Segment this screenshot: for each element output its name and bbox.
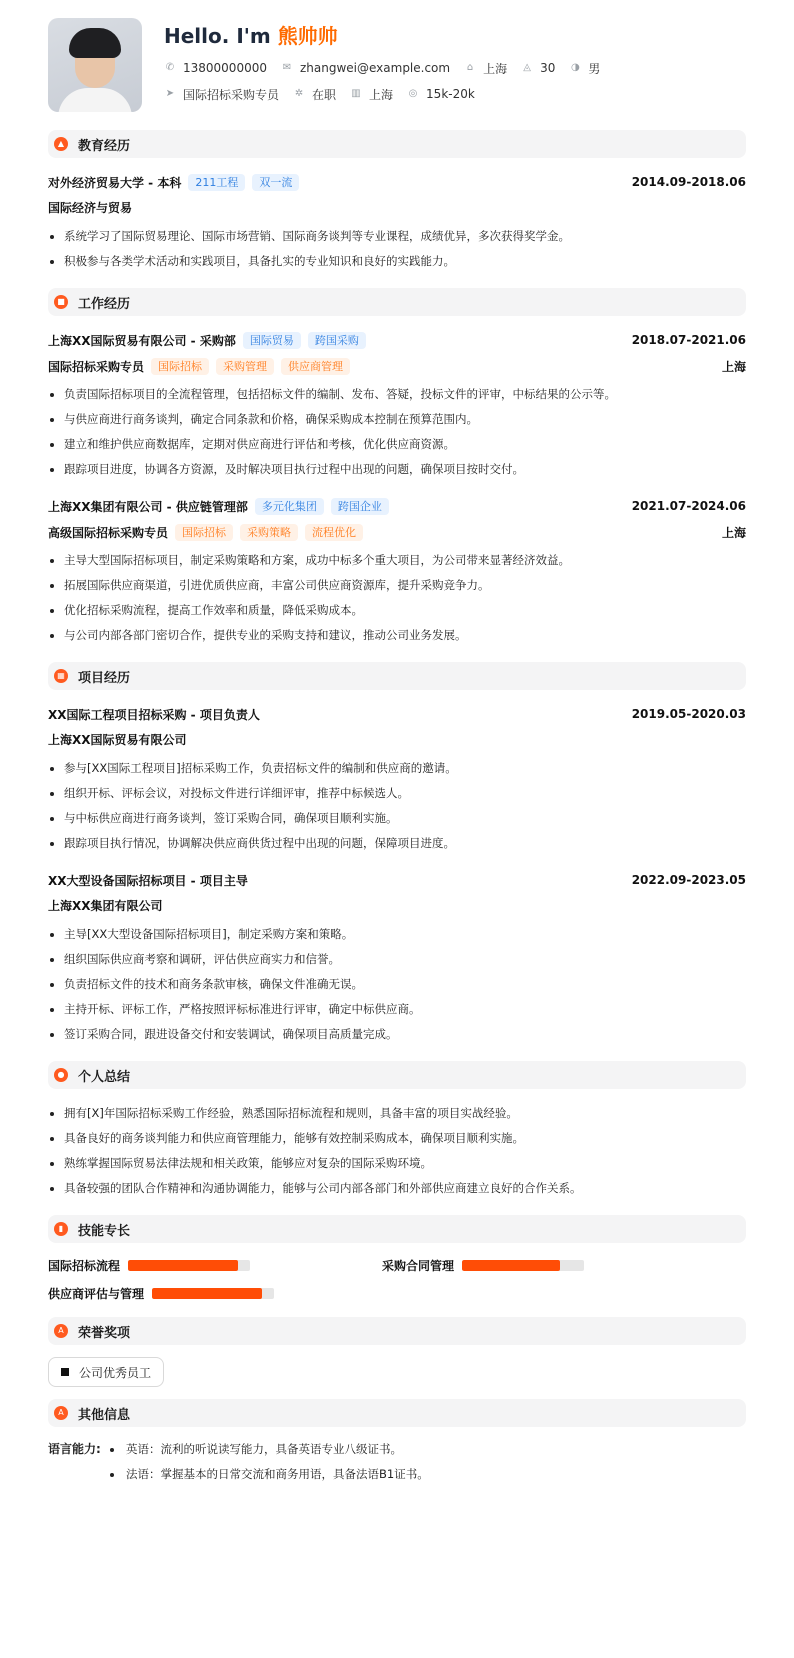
- skill-bar: [128, 1260, 250, 1271]
- education-section-title: [48, 130, 746, 158]
- school-tag: 双一流: [252, 174, 299, 191]
- salary-text: 15k-20k: [426, 87, 475, 101]
- skills-section-title: [48, 1215, 746, 1243]
- coin-icon: ◎: [408, 88, 418, 99]
- role-tag: 国际招标: [151, 358, 209, 375]
- project-date: 2022.09-2023.05: [631, 873, 746, 887]
- skill-name: 采购合同管理: [382, 1258, 455, 1273]
- salary-item: [407, 87, 475, 101]
- section-label: 教育经历: [78, 138, 131, 154]
- graduation-cap-icon: ▲: [54, 137, 68, 151]
- work-date: 2021.07-2024.06: [631, 499, 746, 513]
- target-job-text: 国际招标采购专员: [183, 87, 280, 102]
- square-icon: [61, 1368, 69, 1376]
- list-item: 与中标供应商进行商务谈判，签订采购合同，确保项目顺利实施。: [48, 806, 746, 831]
- phone-text: 13800000000: [183, 61, 267, 75]
- list-item: 建立和维护供应商数据库，定期对供应商进行评估和考核，优化供应商资源。: [48, 432, 746, 457]
- role-name: 高级国际招标采购专员: [48, 525, 169, 540]
- building-icon: ▥: [351, 88, 361, 99]
- role-tag: 采购管理: [216, 358, 274, 375]
- skills-list: [48, 1251, 746, 1307]
- role-tag: 流程优化: [305, 524, 363, 541]
- role-name: 国际招标采购专员: [48, 359, 145, 374]
- job-intent-row: [164, 84, 614, 104]
- skill-item: [48, 1279, 382, 1307]
- list-item: 主持开标、评标工作，严格按照评标标准进行评审，确定中标供应商。: [48, 997, 746, 1022]
- list-item: 熟练掌握国际贸易法律法规和相关政策，能够应对复杂的国际采购环境。: [48, 1151, 746, 1176]
- summary-section-title: [48, 1061, 746, 1089]
- section-label: 技能专长: [78, 1223, 131, 1239]
- award-text: 公司优秀员工: [79, 1365, 152, 1380]
- list-item: 参与[XX国际工程项目]招标采购工作，负责招标文件的编制和供应商的邀请。: [48, 756, 746, 781]
- company-tag: 多元化集团: [255, 498, 324, 515]
- skill-fill: [462, 1260, 560, 1271]
- list-item: 跟踪项目进度，协调各方资源，及时解决项目执行过程中出现的问题，确保项目按时交付。: [48, 457, 746, 482]
- work-entry: [48, 330, 746, 482]
- project-bullets: [48, 756, 746, 856]
- status-icon: ✲: [294, 88, 304, 99]
- work-role-row: [48, 356, 746, 376]
- work-bullets: [48, 382, 746, 482]
- list-item: 系统学习了国际贸易理论、国际市场营销、国际商务谈判等专业课程，成绩优异，多次获得奖学金。: [48, 224, 746, 249]
- avatar-hair: [69, 28, 121, 58]
- list-item: 主导大型国际招标项目，制定采购策略和方案，成功中标多个重大项目，为公司带来显著经济效益。: [48, 548, 746, 573]
- contact-row: [164, 58, 614, 78]
- project-entry: [48, 870, 746, 1047]
- list-item: 与公司内部各部门密切合作，提供专业的采购支持和建议，推动公司业务发展。: [48, 623, 746, 648]
- cake-icon: ◬: [523, 62, 531, 73]
- greeting: [164, 22, 614, 50]
- section-label: 项目经历: [78, 670, 131, 686]
- work-role-left: [48, 524, 363, 541]
- role-tag: 采购策略: [240, 524, 298, 541]
- language-label: 语言能力:: [48, 1442, 101, 1456]
- skill-item: [382, 1251, 716, 1279]
- education-bullets: [48, 224, 746, 274]
- skill-bar: [462, 1260, 584, 1271]
- other-section-title: [48, 1399, 746, 1427]
- project-header-row: [48, 704, 746, 724]
- skill-item: [48, 1251, 382, 1279]
- grid-icon: ▦: [54, 669, 68, 683]
- candidate-name: 熊帅帅: [277, 24, 338, 48]
- projects-section-title: [48, 662, 746, 690]
- project-header-row: [48, 870, 746, 890]
- work-company-row: [48, 330, 746, 350]
- company-tag: 跨国企业: [331, 498, 389, 515]
- list-item: 组织开标、评标会议，对投标文件进行详细评审，推荐中标候选人。: [48, 781, 746, 806]
- avatar-body: [58, 88, 132, 112]
- company-name: 上海XX集团有限公司 - 供应链管理部: [48, 499, 248, 514]
- project-entry: [48, 704, 746, 856]
- project-date: 2019.05-2020.03: [631, 707, 746, 721]
- role-tag: 国际招标: [175, 524, 233, 541]
- status-text: 在职: [312, 87, 337, 102]
- education-date: 2014.09-2018.06: [631, 175, 746, 189]
- project-bullets: [48, 922, 746, 1047]
- section-label: 个人总结: [78, 1069, 131, 1085]
- list-item: 法语：掌握基本的日常交流和商务用语，具备法语B1证书。: [108, 1462, 429, 1487]
- project-org: 上海XX国际贸易有限公司: [48, 733, 187, 747]
- send-icon: ➤: [165, 88, 175, 99]
- gender-item: [569, 60, 600, 77]
- email-text: zhangwei@example.com: [299, 61, 451, 75]
- company-name: 上海XX国际贸易有限公司 - 采购部: [48, 333, 236, 348]
- list-item: 积极参与各类学术活动和实践项目，具备扎实的专业知识和良好的实践能力。: [48, 249, 746, 274]
- list-item: 跟踪项目执行情况，协调解决供应商供货过程中出现的问题，保障项目进度。: [48, 831, 746, 856]
- list-item: 具备良好的商务谈判能力和供应商管理能力，能够有效控制采购成本，确保项目顺利实施。: [48, 1126, 746, 1151]
- work-company-left: [48, 498, 389, 515]
- skill-name: 国际招标流程: [48, 1258, 121, 1273]
- other-info: [48, 1437, 746, 1487]
- major-name: 国际经济与贸易: [48, 201, 133, 215]
- school-name: 对外经济贸易大学 - 本科: [48, 175, 182, 190]
- list-item: 拓展国际供应商渠道，引进优质供应商，丰富公司供应商资源库，提升采购竞争力。: [48, 573, 746, 598]
- list-item: 具备较强的团队合作精神和沟通协调能力，能够与公司内部各部门和外部供应商建立良好的合作关系。: [48, 1176, 746, 1201]
- work-entry: [48, 496, 746, 648]
- list-item: 与供应商进行商务谈判，确定合同条款和价格，确保采购成本控制在预算范围内。: [48, 407, 746, 432]
- project-name: XX大型设备国际招标项目 - 项目主导: [48, 873, 248, 888]
- briefcase-icon: ■: [54, 295, 68, 309]
- person-icon: ●: [54, 1068, 68, 1082]
- list-item: 负责招标文件的技术和商务条款审核，确保文件准确无误。: [48, 972, 746, 997]
- work-company-left: [48, 332, 366, 349]
- header-info: [164, 18, 614, 104]
- work-location: 上海: [721, 359, 746, 374]
- phone-icon: ✆: [165, 62, 175, 73]
- age-item: [521, 61, 555, 75]
- avatar: [48, 18, 142, 112]
- status-item: [293, 86, 336, 103]
- age-text: 30: [540, 61, 556, 75]
- greeting-text: Hello. I'm: [164, 24, 271, 48]
- city-text: 上海: [483, 61, 508, 76]
- project-name: XX国际工程项目招标采购 - 项目负责人: [48, 707, 260, 722]
- work-role-left: [48, 358, 350, 375]
- work-section-title: [48, 288, 746, 316]
- summary-bullets: [48, 1101, 746, 1201]
- skill-bar: [152, 1288, 274, 1299]
- bar-chart-icon: ▮: [54, 1222, 68, 1236]
- list-item: 优化招标采购流程，提高工作效率和质量，降低采购成本。: [48, 598, 746, 623]
- list-item: 负责国际招标项目的全流程管理，包括招标文件的编制、发布、答疑，投标文件的评审，中标结果的公示等。: [48, 382, 746, 407]
- mail-icon: ✉: [282, 62, 292, 73]
- email-item: [281, 61, 450, 75]
- school-tag: 211工程: [188, 174, 245, 191]
- work-location: 上海: [721, 525, 746, 540]
- work-company-row: [48, 496, 746, 516]
- target-job-item: [164, 86, 279, 103]
- info-icon: A: [54, 1406, 68, 1420]
- target-city-item: [350, 86, 393, 103]
- work-bullets: [48, 548, 746, 648]
- home-icon: ⌂: [466, 62, 474, 73]
- work-role-row: [48, 522, 746, 542]
- city-item: [464, 60, 507, 77]
- award-badge: [48, 1357, 164, 1387]
- education-header-row: [48, 172, 746, 192]
- list-item: 签订采购合同，跟进设备交付和安装调试，确保项目高质量完成。: [48, 1022, 746, 1047]
- section-label: 其他信息: [78, 1407, 131, 1423]
- phone-item: [164, 61, 267, 75]
- role-tag: 供应商管理: [281, 358, 350, 375]
- work-date: 2018.07-2021.06: [631, 333, 746, 347]
- list-item: 英语：流利的听说读写能力，具备英语专业八级证书。: [108, 1437, 429, 1462]
- gender-icon: ◑: [571, 62, 580, 73]
- skill-fill: [128, 1260, 238, 1271]
- language-bullets: [108, 1437, 429, 1487]
- list-item: 主导[XX大型设备国际招标项目]，制定采购方案和策略。: [48, 922, 746, 947]
- awards-section-title: [48, 1317, 746, 1345]
- education-left: [48, 174, 299, 191]
- education-entry: [48, 172, 746, 274]
- company-tag: 国际贸易: [243, 332, 301, 349]
- list-item: 组织国际供应商考察和调研，评估供应商实力和信誉。: [48, 947, 746, 972]
- section-label: 荣誉奖项: [78, 1325, 131, 1341]
- award-icon: A: [54, 1324, 68, 1338]
- resume-header: [48, 18, 746, 114]
- skill-name: 供应商评估与管理: [48, 1286, 145, 1301]
- list-item: 拥有[X]年国际招标采购工作经验，熟悉国际招标流程和规则，具备丰富的项目实战经验。: [48, 1101, 746, 1126]
- company-tag: 跨国采购: [308, 332, 366, 349]
- target-city-text: 上海: [369, 87, 394, 102]
- skill-fill: [152, 1288, 262, 1299]
- section-label: 工作经历: [78, 296, 131, 312]
- gender-text: 男: [588, 61, 601, 76]
- project-org: 上海XX集团有限公司: [48, 899, 163, 913]
